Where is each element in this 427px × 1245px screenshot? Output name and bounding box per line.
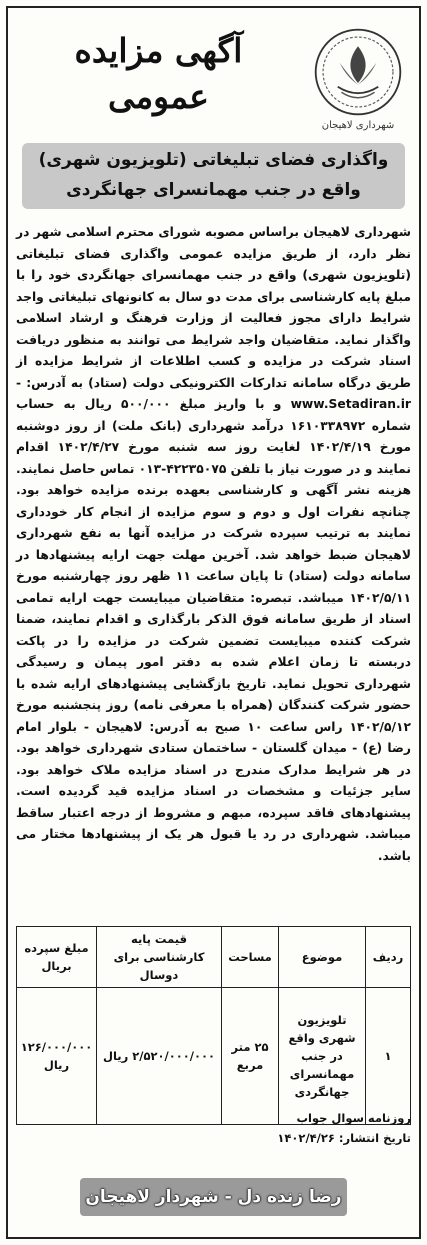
- cell-deposit: ۱۲۶/۰۰۰/۰۰۰ ریال: [17, 988, 97, 1125]
- col-header-deposit: مبلغ سپرده بریال: [17, 927, 97, 988]
- publication-info: [250, 1108, 411, 1148]
- title-line-1: آگهی مزایده: [74, 31, 243, 70]
- emblem-caption: شهرداری لاهیجان: [321, 120, 395, 131]
- auction-table: [16, 926, 411, 1125]
- subtitle-banner: [22, 143, 405, 209]
- col-header-area: مساحت: [222, 927, 279, 988]
- cell-base-price: ۲/۵۲۰/۰۰۰/۰۰۰ ریال: [97, 988, 222, 1125]
- cell-area: ۲۵ متر مربع: [222, 988, 279, 1125]
- header: [14, 18, 413, 136]
- table-header-row: [17, 927, 411, 988]
- table-row: [17, 988, 411, 1125]
- cell-row-number: ۱: [366, 988, 411, 1125]
- mayor-signature: رضا زنده دل - شهردار لاهیجان: [80, 1178, 347, 1216]
- subtitle-line-1: واگذاری فضای تبلیغاتی (تلویزیون شهری): [38, 150, 389, 170]
- title-line-2: عمومی: [108, 77, 209, 116]
- body-text: شهرداری لاهیجان براساس مصوبه شورای محترم اسلامی شهر در نظر دارد، از طریق مزایده عمومی واگذاری فضای تبلیغاتی (تلویزیون شهری) واقع در جنب مهمانسرای جهانگردی خود را با مبلغ پایه کارشناسی برای مدت دو سال به کانونهای تبلیغاتی واجد شرایط دارای مجوز فعالیت از وزارت فرهنگ و ارشاد اسلامی واگذار نماید. متقاضیان واجد شرایط می توانند به منظور دریافت اسناد شرکت در مزایده و کسب اطلاعات از شرایط مزایده از طریق درگاه سامانه تدارکات الکترونیکی دولت (ستاد) به آدرس: - www.Setadiran.ir و با واریز مبلغ ۵۰۰/۰۰۰ ریال به حساب شماره ۱۶۱۰۳۳۸۹۷۲ درآمد شهرداری (بانک ملت) از روز دوشنبه مورخ ۱۴۰۲/۴/۱۹ لغایت روز سه شنبه مورخ ۱۴۰۲/۴/۲۷ اقدام نمایند و در صورت نیاز با تلفن ۴۲۲۳۵۰۷۵-۰۱۳ تماس حاصل نمایند. هزینه نشر آگهی و کارشناسی بعهده برنده مزایده خواهد بود. چنانچه نفرات اول و دوم و سوم مزایده از انجام کار خودداری نمایند به ترتیب سپرده شرکت در مزایده آنها به نفع شهرداری لاهیجان ضبط خواهد شد. آخرین مهلت جهت ارایه پیشنهادها در سامانه دولت (ستاد) تا پایان ساعت ۱۱ ظهر روز چهارشنبه مورخ ۱۴۰۲/۵/۱۱ میباشد. تبصره: متقاضیان میبایست جهت ارایه تمامی اسناد از طریق سامانه فوق الذکر بارگذاری و اقدام نمایند، ضمنا شرکت کننده میبایست تضمین شرکت در مزایده را در پاکت دربسته تا زمان اعلام شده به دفتر امور پیمان و رسیدگی شهرداری تحویل نماید. تاریخ بازگشایی پیشنهادهای ارایه شده با حضور شرکت کنندگان (همراه با معرفی نامه) روز پنجشنبه مورخ ۱۴۰۲/۵/۱۲ راس ساعت ۱۰ صبح به آدرس: لاهیجان - بلوار امام رضا (ع) - میدان گلستان - ساختمان ستادی شهرداری خواهد بود. در هر شرایط مدارک مندرج در اسناد مزایده ملاک خواهد بود. سایر جزئیات و مشخصات در اسناد مزایده قید گردیده است. پیشنهادهای فاقد سپرده، مبهم و مشروط از درجه اعتبار ساقط میباشد. شهرداری در رد یا قبول هر یک از پیشنهادها مختار می باشد.: [16, 225, 412, 863]
- newspaper-name: روزنامه سوال جواب: [296, 1111, 411, 1125]
- municipality-emblem: [309, 26, 407, 136]
- col-header-subject: موضوع: [279, 927, 366, 988]
- col-header-base-price: قیمت پایه کارشناسی برای دوسال: [97, 927, 222, 988]
- subtitle-line-2: واقع در جنب مهمانسرای جهانگردی: [66, 180, 361, 200]
- publish-date: تاریخ انتشار: ۱۴۰۲/۴/۲۶: [277, 1131, 411, 1145]
- cell-subject: تلویزیون شهری واقع در جنب مهمانسرای جهانگردی: [279, 988, 366, 1125]
- page-title: [34, 28, 283, 120]
- municipality-emblem-icon: [312, 26, 404, 118]
- col-header-row-number: ردیف: [366, 927, 411, 988]
